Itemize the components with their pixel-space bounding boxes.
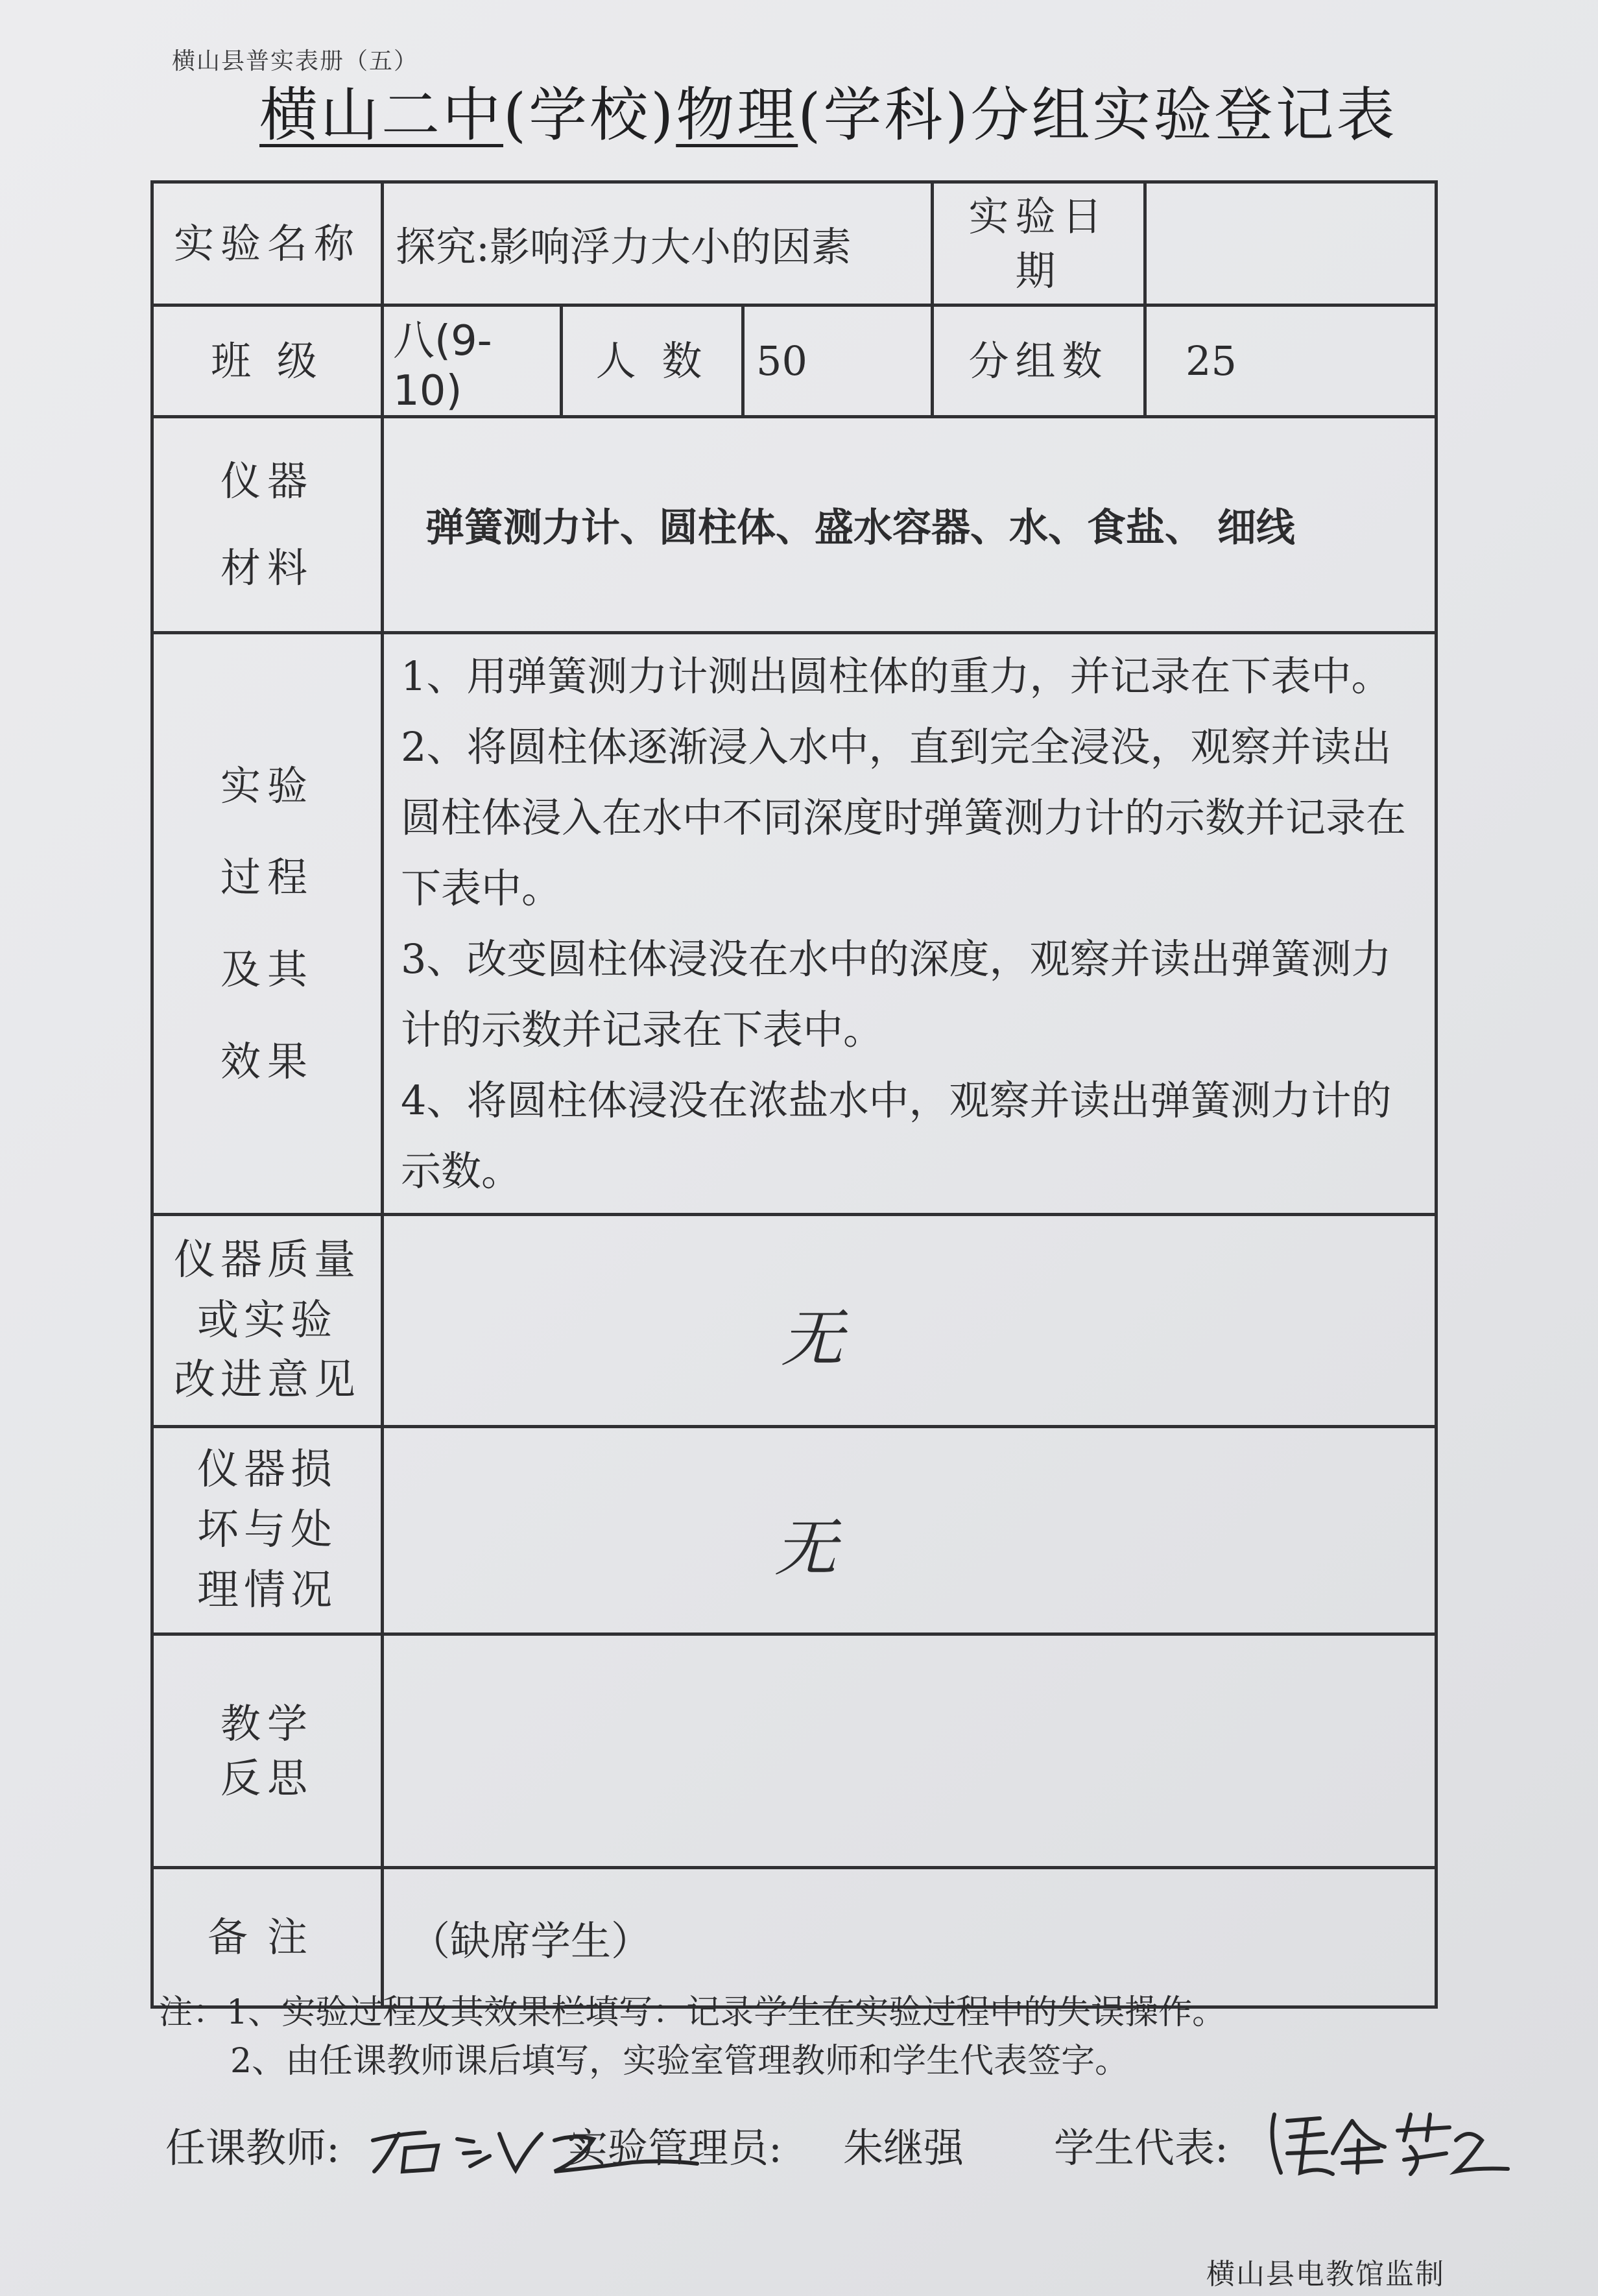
damage-label-line: 仪器损: [197, 1446, 337, 1494]
process-step: 1、用弹簧测力计测出圆柱体的重力，并记录在下表中。: [401, 652, 1392, 700]
remarks-label: 备注: [152, 1868, 383, 2007]
table-row: [152, 1215, 1437, 1427]
remarks-value[interactable]: （缺席学生）: [383, 1868, 1437, 2007]
table-row: [152, 1427, 1437, 1634]
groups-value[interactable]: 25: [1145, 305, 1437, 417]
title-school-suffix: (学校): [503, 81, 676, 149]
quality-label-line: 改进意见: [174, 1356, 361, 1405]
quality-label-line: 或实验: [197, 1296, 337, 1345]
quality-label-line: 仪器质量: [174, 1236, 361, 1284]
reflection-value[interactable]: [383, 1634, 1437, 1868]
experiment-name-label: 实验名称: [152, 182, 383, 305]
damage-label-line: 坏与处: [197, 1506, 337, 1555]
damage-value[interactable]: [383, 1427, 1437, 1634]
process-label: [152, 633, 383, 1215]
process-step: 4、将圆柱体浸没在浓盐水中，观察并读出弹簧测力计的示数。: [401, 1077, 1392, 1195]
table-row: [152, 305, 1437, 417]
process-label-line: 效果: [220, 1037, 314, 1085]
table-row: [152, 1634, 1437, 1868]
table-row: [152, 182, 1437, 305]
reflection-label-line: 反思: [220, 1754, 314, 1802]
damage-handwritten: 无: [774, 1512, 837, 1584]
process-label-line: 及其: [220, 946, 314, 993]
page-title: [259, 67, 1397, 152]
quality-value[interactable]: [383, 1215, 1437, 1427]
header-note: 横山县普实表册（五）: [172, 48, 419, 75]
class-value[interactable]: 八(9-10): [383, 305, 562, 417]
table-row: [152, 633, 1437, 1215]
damage-label: [152, 1427, 383, 1634]
equipment-label: [152, 417, 383, 633]
table-row: [152, 1868, 1437, 2007]
footer-text: 横山县电教馆监制: [1206, 2258, 1445, 2291]
teacher-label: 任课教师:: [165, 2124, 340, 2171]
footnotes: [159, 1989, 1226, 2086]
reflection-label-line: 教学: [220, 1699, 314, 1747]
title-school: 横山二中: [259, 81, 503, 149]
process-step: 2、将圆柱体逐渐浸入水中，直到完全浸没，观察并读出圆柱体浸入在水中不同深度时弹簧测力计的示数并记录在下表中。: [401, 723, 1407, 912]
experiment-date-value[interactable]: [1145, 182, 1437, 305]
quality-handwritten: 无: [781, 1302, 844, 1375]
class-label: 班 级: [152, 305, 383, 417]
title-subject: 物理: [676, 81, 798, 149]
people-value[interactable]: 50: [743, 305, 933, 417]
people-label: 人 数: [562, 305, 743, 417]
process-step: 3、改变圆柱体浸没在水中的深度，观察并读出弹簧测力计的示数并记录在下表中。: [401, 935, 1392, 1053]
experiment-date-label: 实验日期: [933, 182, 1145, 305]
student-signature: [1261, 2101, 1521, 2179]
footnote: 2、由任课教师课后填写，实验室管理教师和学生代表签字。: [230, 2042, 1129, 2081]
signature-row: [165, 2101, 1527, 2179]
registration-table: [150, 180, 1438, 2009]
groups-label: 分组数: [933, 305, 1145, 417]
equipment-label-line: 仪器: [220, 457, 314, 505]
title-subject-suffix: (学科): [798, 81, 971, 149]
process-content[interactable]: [383, 633, 1437, 1215]
title-rest: 分组实验登记表: [970, 81, 1398, 149]
student-label: 学生代表:: [1054, 2124, 1228, 2171]
reflection-label: [152, 1634, 383, 1868]
equipment-label-line: 材料: [220, 544, 314, 592]
table-row: [152, 417, 1437, 633]
quality-label: [152, 1215, 383, 1427]
experiment-name-value[interactable]: 探究:影响浮力大小的因素: [383, 182, 933, 305]
process-label-line: 过程: [220, 854, 314, 902]
admin-name: 朱继强: [843, 2124, 964, 2171]
damage-label-line: 理情况: [197, 1566, 337, 1614]
equipment-value[interactable]: 弹簧测力计、圆柱体、盛水容器、水、食盐、 细线: [383, 417, 1437, 633]
process-label-line: 实验: [220, 761, 314, 809]
footnote: 注：1、实验过程及其效果栏填写：记录学生在实验过程中的失误操作。: [159, 1993, 1226, 2032]
admin-label: 实验管理员:: [567, 2124, 782, 2171]
